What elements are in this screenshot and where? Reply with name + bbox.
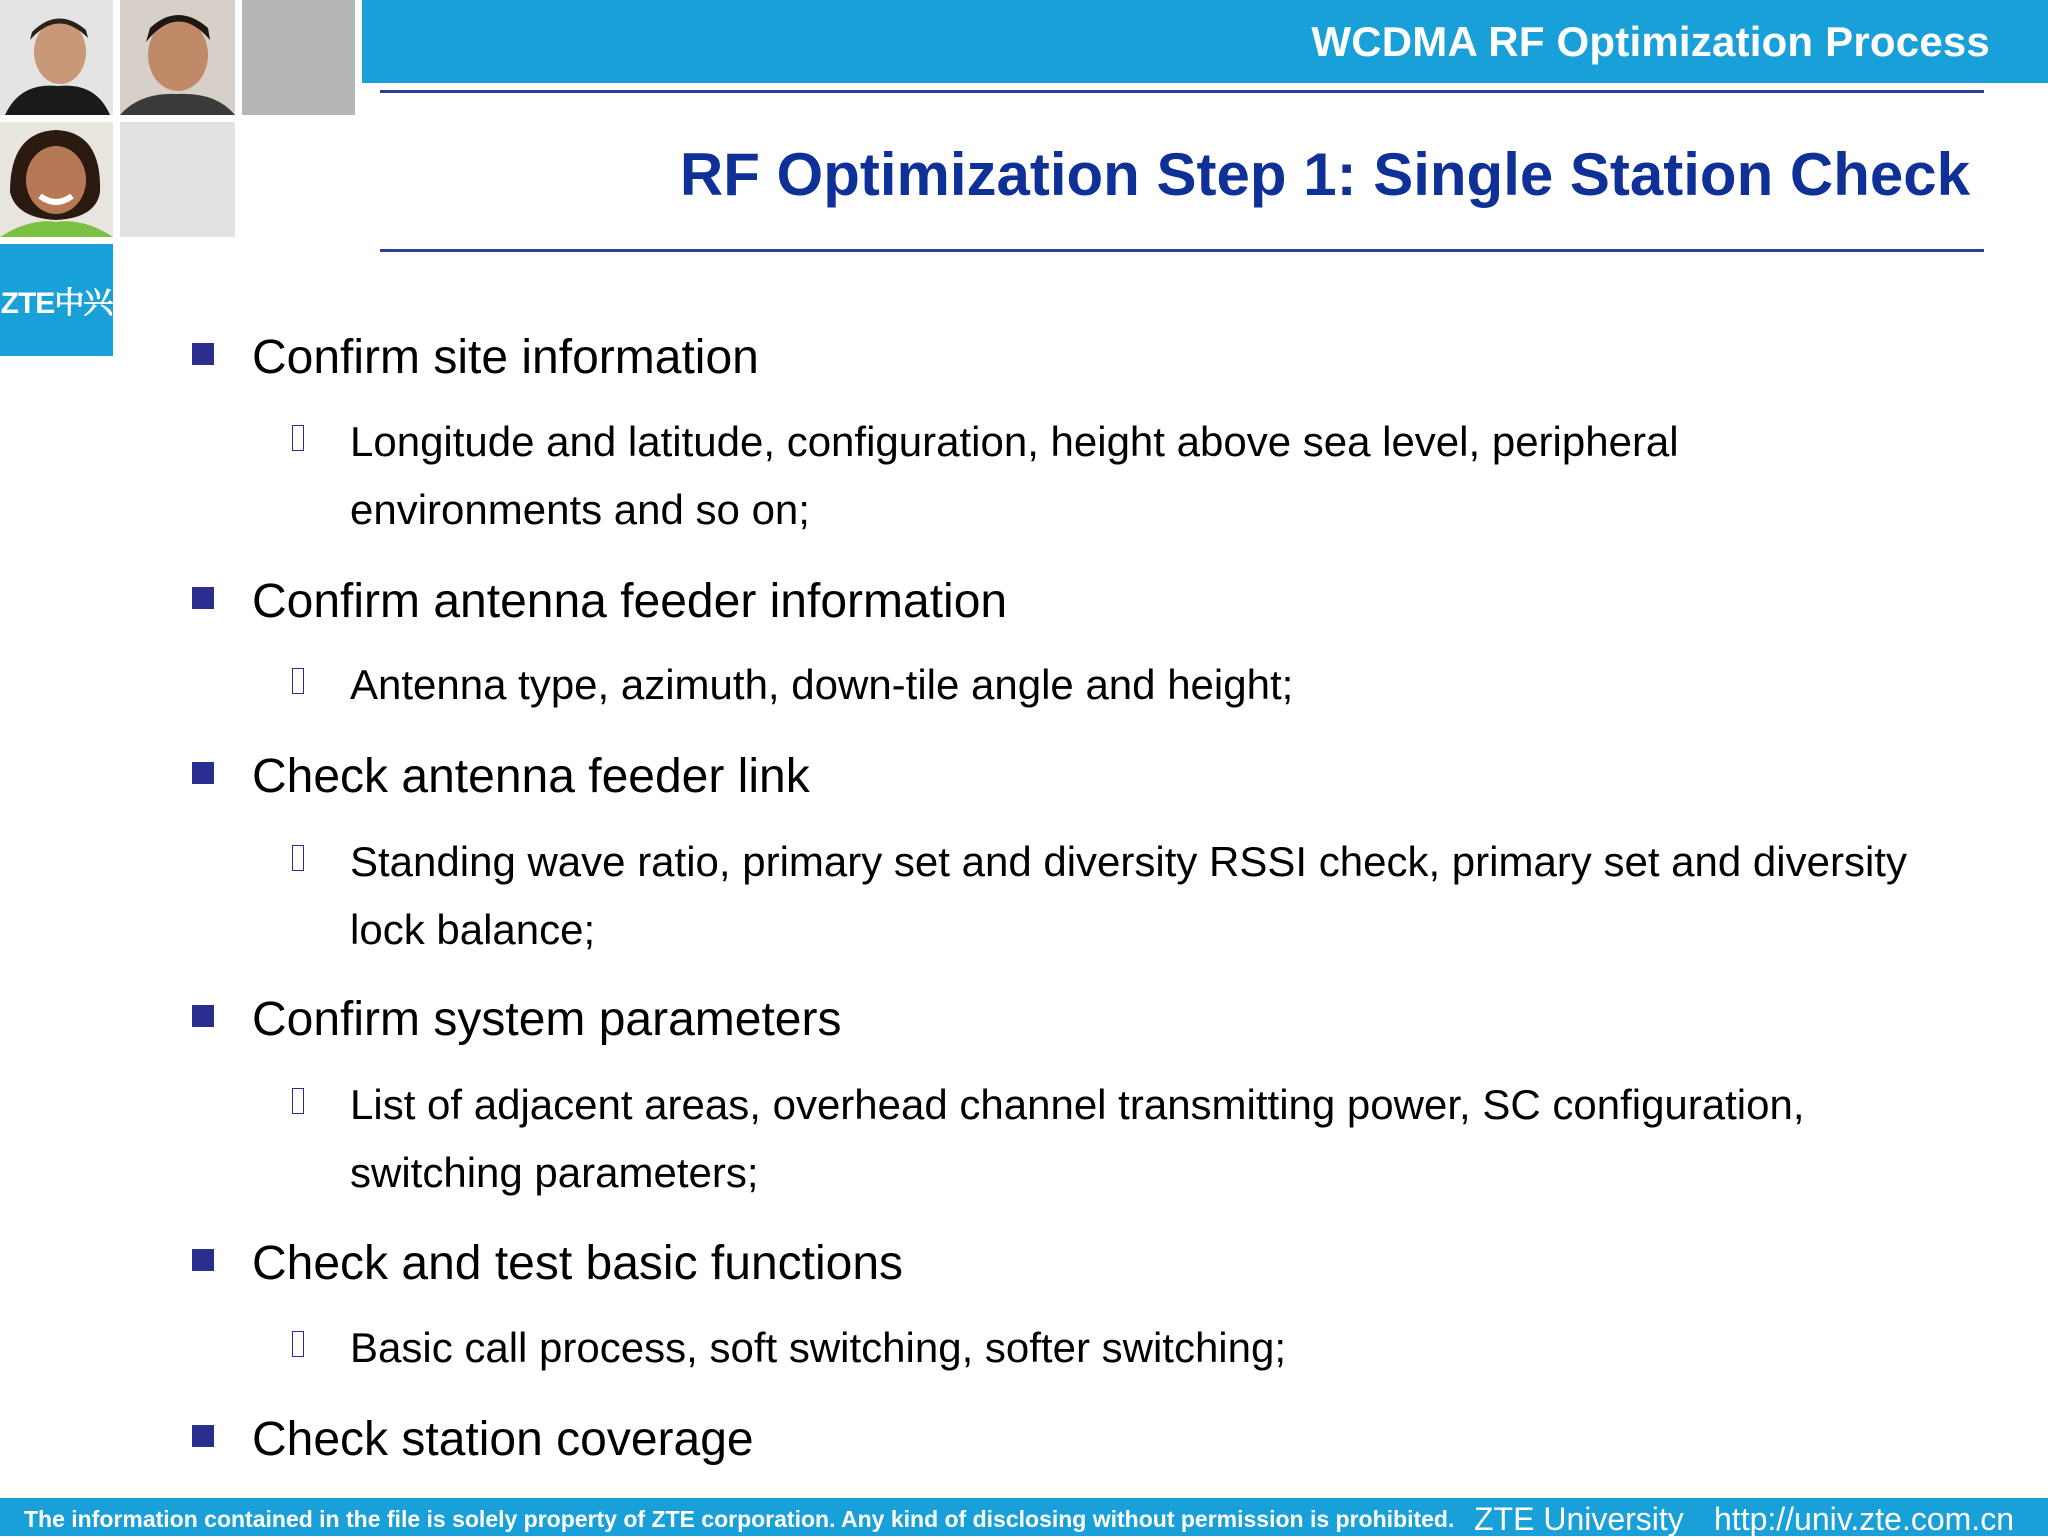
sub-bullet-item: Basic call process, soft switching, softer switching; [350,1324,1287,1371]
footer-notice: The information contained in the file is solely property of ZTE corporation. Any kind of disclosing without permission is prohibited. [24,1506,1455,1532]
bullet-square-icon [192,1425,214,1447]
footer-bar [0,1498,2048,1536]
bullet-square-icon [192,343,214,365]
bullet-square-icon [192,1249,214,1271]
sub-bullet-item: Longitude and latitude, configuration, height above sea level, peripheral environments and so on; [350,418,1679,533]
bullet-square-icon [192,587,214,609]
grey-tile-1 [242,0,355,115]
sub-bullet-item: List of adjacent areas, overhead channel transmitting power, SC configuration, switching parameters; [350,1081,1805,1196]
grey-tile-2 [120,122,235,237]
footer-url-link[interactable]: http://univ.zte.com.cn [1714,1501,2014,1537]
bullet-square-icon [192,1005,214,1027]
sub-bullet-icon [292,1088,304,1114]
photo-tile-woman [0,122,113,237]
footer-org: ZTE University [1474,1501,1684,1537]
bullet-item: Check station coverage [252,1413,754,1466]
sub-bullet-item: Standing wave ratio, primary set and diversity RSSI check, primary set and diversity lock balance; [350,838,1907,953]
photo-tile-man-2 [120,0,235,115]
zte-logo: ZTE中兴 [0,244,113,356]
sub-bullet-icon [292,845,304,871]
bullet-item: Confirm system parameters [252,993,842,1046]
photo-tile-man-1 [0,0,113,115]
bullet-square-icon [192,762,214,784]
slide-title: RF Optimization Step 1: Single Station Check [679,141,1970,208]
title-rule-top [380,90,1984,93]
sub-bullet-item: Antenna type, azimuth, down-tile angle and height; [350,661,1294,708]
bullet-item: Confirm site information [252,331,759,384]
bullet-item: Check antenna feeder link [252,750,810,803]
header-banner [362,0,2048,83]
sub-bullet-icon [292,425,304,451]
bullet-item: Confirm antenna feeder information [252,575,1008,628]
bullet-item: Check and test basic functions [252,1237,904,1290]
sub-bullet-icon [292,668,304,694]
title-rule-bottom [380,249,1984,252]
banner-title: WCDMA RF Optimization Process [1311,18,1990,65]
sub-bullet-icon [292,1331,304,1357]
